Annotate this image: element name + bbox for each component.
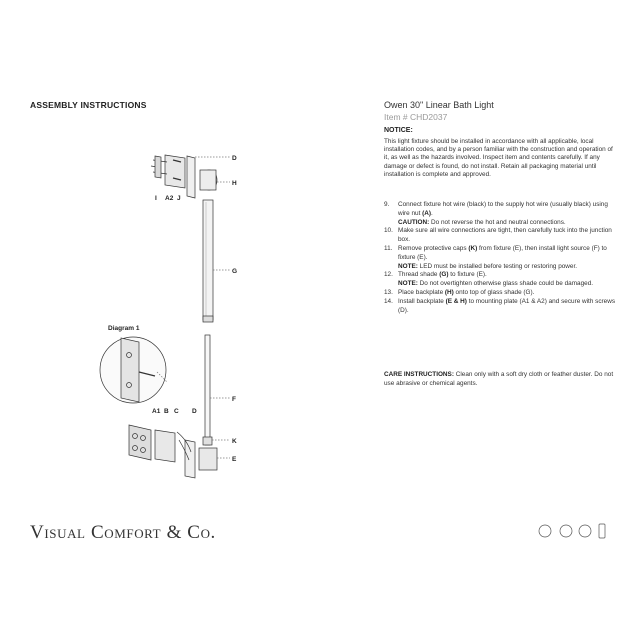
dimmable-icon — [599, 524, 605, 538]
step-number: 11. — [384, 244, 393, 252]
label-k: K — [232, 438, 237, 445]
step-number: 13. — [384, 288, 393, 296]
step-text-rest: from fixture (E), then install light source (F) to fixture (E). — [398, 244, 607, 261]
certification-marks — [538, 518, 618, 546]
step-text — [398, 298, 616, 316]
etl-listed-icon — [539, 525, 551, 537]
label-i: I — [155, 195, 157, 202]
step-text — [398, 245, 616, 271]
notice-heading: NOTICE: — [384, 127, 413, 134]
care-label: CARE INSTRUCTIONS: — [384, 371, 454, 378]
label-c: C — [174, 408, 179, 415]
step-item — [384, 201, 616, 227]
step-number: 14. — [384, 297, 393, 305]
step-part-ref: (A) — [422, 209, 432, 217]
step-text-rest: . — [431, 209, 433, 217]
step-note: Do not overtighten otherwise glass shade could be damaged. — [417, 280, 594, 288]
label-f: F — [232, 396, 236, 403]
instruction-steps — [384, 201, 616, 315]
damp-location-icon — [560, 525, 572, 537]
step-text-main: Connect fixture hot wire (black) to the supply hot wire (usually black) using wire nut — [398, 201, 608, 217]
item-number: Item # CHD2037 — [384, 112, 448, 122]
care-instructions — [384, 370, 616, 388]
step-note-label: CAUTION: — [398, 218, 430, 226]
care-text: Clean only with a soft dry cloth or feather duster. Do not use abrasive or chemical agents. — [384, 371, 614, 387]
led-icon — [579, 525, 591, 537]
fixture-e — [199, 448, 217, 470]
step-note: Do not reverse the hot and neutral connections. — [429, 218, 566, 226]
step-part-ref: (K) — [468, 244, 478, 252]
diagram-1 — [100, 337, 167, 403]
step-note-label: NOTE: — [398, 262, 418, 270]
step-number: 10. — [384, 227, 393, 235]
mounting-plate-bottom — [155, 430, 175, 462]
diagram-1-label: Diagram 1 — [108, 325, 140, 332]
backplate-h — [187, 156, 195, 198]
step-part-ref: (H) — [444, 288, 454, 296]
step-text — [398, 227, 616, 245]
step-text-main: Install backplate — [398, 297, 446, 305]
step-text-main: Make sure all wire connections are tight, then carefully tuck into the junction box. — [398, 227, 612, 244]
label-d-top: D — [232, 155, 237, 162]
step-text-main: Remove protective caps — [398, 244, 469, 252]
label-g: G — [232, 268, 238, 275]
step-note-label: NOTE: — [398, 280, 418, 288]
label-b: B — [164, 408, 169, 415]
step-text-main: Thread shade — [398, 271, 440, 279]
glass-shade-g — [203, 200, 213, 320]
assembly-diagram — [95, 140, 255, 490]
step-item — [384, 245, 616, 271]
step-text-rest: to fixture (E). — [448, 271, 487, 279]
label-h: H — [232, 180, 237, 187]
label-e: E — [232, 456, 237, 463]
step-note: LED must be installed before testing or restoring power. — [417, 262, 578, 270]
step-part-ref: (E & H) — [445, 297, 467, 305]
step-text-rest: onto top of glass shade (G). — [453, 288, 535, 296]
step-text-rest: to mounting plate (A1 & A2) and secure with screws (D). — [398, 297, 616, 314]
notice-body: This light fixture should be installed in accordance with all applicable, local installation codes, and by a person familiar with the construction and operation of it, as well as the hazards involved. Inspect item and contents carefully. If any damage or defect is found, do not install. Retain all packaging material until installation is complete and approved. — [384, 138, 613, 178]
step-number: 9. — [384, 201, 390, 208]
product-name: Owen 30" Linear Bath Light — [384, 100, 494, 110]
step-text — [398, 201, 616, 227]
label-a2: A2 — [165, 195, 174, 202]
brand-logo: Visual Comfort & Co. — [30, 522, 216, 543]
section-title: ASSEMBLY INSTRUCTIONS — [30, 100, 147, 110]
step-text — [398, 271, 616, 289]
label-a1: A1 — [152, 408, 161, 415]
step-item — [384, 298, 616, 316]
step-text — [398, 289, 616, 298]
label-d-bottom: D — [192, 408, 197, 415]
step-number: 12. — [384, 271, 393, 279]
light-source-f — [205, 335, 210, 445]
step-item — [384, 271, 616, 289]
step-text-main: Place backplate — [398, 288, 445, 296]
step-part-ref: (G) — [439, 271, 449, 279]
step-item — [384, 289, 616, 298]
step-item — [384, 227, 616, 245]
protective-cap-k — [203, 437, 212, 445]
label-j: J — [177, 195, 181, 202]
